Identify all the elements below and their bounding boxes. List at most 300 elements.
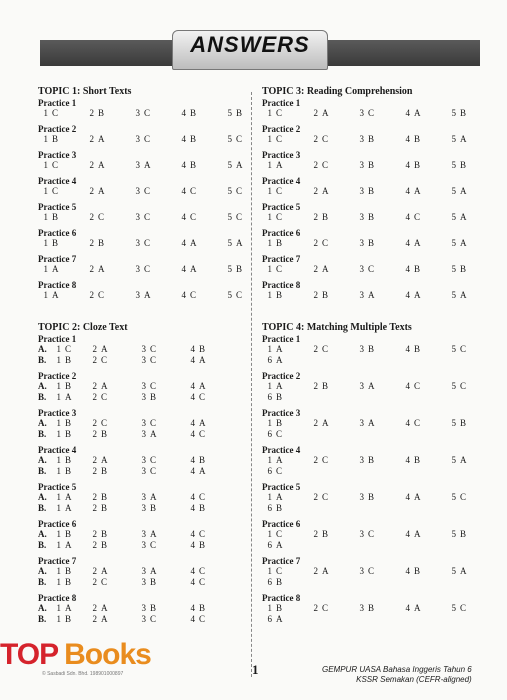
question-number: 4 [181,160,186,170]
answer-letter: B [101,492,108,502]
answer-item [308,264,354,275]
answer-letter: C [460,381,467,391]
answer-letter: C [150,455,157,465]
watermark-top: TOP [0,638,59,671]
question-number: 3 [141,344,146,354]
answer-letter: C [322,603,329,613]
answer-item [308,108,354,119]
answer-letter: A [276,381,283,391]
topic-2-practices [38,334,254,625]
question-number: 5 [227,264,232,274]
question-number: 5 [451,455,456,465]
practice-block [262,202,478,223]
question-number: 1 [267,264,272,274]
answer-item [400,381,446,392]
practice-label: Practice 4 [262,445,301,455]
answer-item [400,290,446,301]
answer-item [87,381,136,392]
question-number: 4 [190,492,195,502]
answer-row [38,108,254,119]
topic-4-practices [262,334,478,625]
question-number: 1 [267,108,272,118]
practice-block [262,519,478,551]
question-number: 4 [405,290,410,300]
question-number: 3 [135,186,140,196]
question-number: 1 [56,455,61,465]
question-number: 1 [43,186,48,196]
section-prefix: A. [38,603,47,613]
answer-item [87,429,136,440]
section-prefix: B. [38,466,47,476]
practice-block [262,228,478,249]
answer-letter: A [276,614,283,624]
answer-letter: B [98,108,105,118]
question-number: 3 [141,529,146,539]
practice-block [262,124,478,145]
answer-row [38,503,254,514]
answer-item [185,355,234,366]
answer-item [130,108,176,119]
question-number: 2 [313,108,318,118]
answer-letter: B [199,455,206,465]
practice-label: Practice 3 [262,150,301,160]
answer-letter: B [322,529,329,539]
practice-block [262,593,478,625]
answer-letter: C [199,492,206,502]
answer-letter: B [276,603,283,613]
answer-letter: B [65,455,72,465]
question-number: 2 [92,355,97,365]
question-number: 1 [267,186,272,196]
answer-letter: A [199,381,206,391]
practice-label: Practice 1 [262,98,301,108]
practice-block [262,371,478,403]
answer-row [38,186,254,197]
question-number: 4 [405,134,410,144]
practice-block [38,556,254,588]
answer-item [308,418,354,429]
question-number: 3 [359,238,364,248]
answer-item [136,529,185,540]
answer-letter: B [276,577,283,587]
answer-letter: A [460,290,467,300]
answer-item [262,238,308,249]
answer-item [185,429,234,440]
question-number: 1 [56,344,61,354]
section-prefix: A. [38,381,47,391]
answer-letter: B [368,238,375,248]
answer-row [38,466,254,477]
question-number: 6 [267,392,272,402]
answer-letter: B [52,134,59,144]
section-prefix: A. [38,566,47,576]
answer-letter: A [414,108,421,118]
answer-letter: B [199,503,206,513]
answer-item [262,355,284,366]
answer-letter: B [190,134,197,144]
question-number: 3 [135,264,140,274]
answer-item [84,108,130,119]
answer-letter: C [98,290,105,300]
answer-item [446,212,468,223]
question-number: 3 [141,577,146,587]
question-number: 3 [359,264,364,274]
practice-block [38,445,254,477]
answer-letter: A [144,290,151,300]
answer-letter: C [101,418,108,428]
answer-letter: A [101,344,108,354]
question-number: 3 [141,392,146,402]
question-number: 4 [190,603,195,613]
question-number: 3 [135,134,140,144]
question-number: 2 [313,238,318,248]
answer-item [136,603,185,614]
answer-letter: A [276,344,283,354]
answer-letter: B [460,108,467,118]
question-number: 4 [405,418,410,428]
answer-item [38,186,84,197]
answer-item [84,264,130,275]
answer-letter: A [65,540,72,550]
answer-row [262,529,478,540]
practice-label: Practice 3 [38,150,77,160]
answer-item [87,455,136,466]
answer-letter: A [276,355,283,365]
answer-item [136,577,185,588]
question-number: 6 [267,577,272,587]
answer-letter: C [414,418,421,428]
answer-letter: A [144,160,151,170]
question-number: 4 [181,264,186,274]
answer-row [38,455,254,466]
answer-letter: C [190,186,197,196]
answer-item [87,355,136,366]
answer-item [446,381,468,392]
question-number: 3 [141,381,146,391]
question-number: 2 [92,577,97,587]
question-number: 2 [92,529,97,539]
question-number: 4 [190,503,195,513]
question-number: 5 [227,238,232,248]
answer-row [38,529,254,540]
practice-block [38,202,254,223]
answer-letter: A [150,429,157,439]
answer-item [38,566,87,577]
question-number: 2 [313,455,318,465]
answer-item [400,566,446,577]
answer-row [38,212,254,223]
answer-letter: C [65,344,72,354]
answer-item [308,455,354,466]
answer-item [136,429,185,440]
answer-letter: C [236,134,243,144]
answer-item [38,381,87,392]
question-number: 2 [92,503,97,513]
answer-letter: C [199,392,206,402]
question-number: 3 [359,492,364,502]
answer-letter: B [65,577,72,587]
answer-row [38,566,254,577]
answer-letter: B [236,264,243,274]
question-number: 5 [451,529,456,539]
question-number: 2 [313,418,318,428]
section-prefix: B. [38,429,47,439]
answer-letter: A [460,212,467,222]
practice-label: Practice 8 [38,593,77,603]
practice-block [38,280,254,301]
answer-item [262,540,284,551]
question-number: 5 [227,186,232,196]
answer-letter: C [150,381,157,391]
answer-letter: B [65,614,72,624]
question-number: 3 [359,160,364,170]
answer-row [38,492,254,503]
answer-row [262,212,478,223]
question-number: 4 [190,577,195,587]
question-number: 3 [135,108,140,118]
answer-item [185,344,234,355]
question-number: 4 [190,466,195,476]
question-number: 4 [405,186,410,196]
question-number: 4 [190,355,195,365]
answer-letter: C [414,381,421,391]
answer-item [136,566,185,577]
answer-letter: A [150,492,157,502]
answer-row [262,344,478,355]
answer-letter: A [414,186,421,196]
answer-item [130,212,176,223]
answer-item [262,566,308,577]
answer-item [222,212,244,223]
answer-letter: C [144,108,151,118]
question-number: 5 [227,108,232,118]
answer-row [262,418,478,429]
question-number: 2 [89,134,94,144]
answer-letter: C [276,108,283,118]
answer-letter: C [150,418,157,428]
answer-item [136,344,185,355]
answer-letter: B [236,108,243,118]
question-number: 1 [267,160,272,170]
answer-item [262,134,308,145]
answer-item [136,614,185,625]
practice-block [262,445,478,477]
answer-item [136,455,185,466]
section-prefix: B. [38,392,47,402]
answer-item [354,603,400,614]
answer-letter: C [101,577,108,587]
answer-item [446,108,468,119]
question-number: 1 [267,492,272,502]
answer-row [262,466,478,477]
answer-item [262,108,308,119]
practice-block [262,482,478,514]
answer-letter: A [101,566,108,576]
question-number: 3 [141,566,146,576]
answer-letter: C [460,603,467,613]
section-prefix: A. [38,418,47,428]
practice-label: Practice 2 [262,124,301,134]
answer-item [87,466,136,477]
page-number: 1 [252,662,259,677]
answer-letter: B [52,238,59,248]
answer-letter: A [98,264,105,274]
answer-letter: A [276,492,283,502]
answer-item [136,392,185,403]
practice-block [38,254,254,275]
question-number: 3 [359,290,364,300]
answer-row [262,429,478,440]
question-number: 2 [313,344,318,354]
question-number: 3 [141,614,146,624]
question-number: 3 [141,492,146,502]
answer-item [38,290,84,301]
question-number: 2 [89,264,94,274]
practice-label: Practice 8 [38,280,77,290]
practice-block [38,593,254,625]
question-number: 3 [359,212,364,222]
answer-letter: A [52,290,59,300]
answer-letter: B [276,503,283,513]
section-prefix: B. [38,614,47,624]
question-number: 1 [267,290,272,300]
answer-letter: C [236,290,243,300]
answer-letter: C [144,264,151,274]
answer-item [400,160,446,171]
question-number: 1 [43,290,48,300]
answer-item [84,212,130,223]
question-number: 2 [92,381,97,391]
answer-item [130,238,176,249]
answer-item [87,577,136,588]
answer-item [38,529,87,540]
answer-item [185,614,234,625]
section-prefix: B. [38,503,47,513]
answer-item [308,603,354,614]
practice-label: Practice 7 [262,254,301,264]
answer-item [308,529,354,540]
question-number: 6 [267,355,272,365]
answer-row [262,614,478,625]
answer-letter: A [460,455,467,465]
practice-block [38,334,254,366]
answer-letter: B [150,503,157,513]
answer-item [136,381,185,392]
answer-letter: A [199,418,206,428]
answer-letter: A [101,603,108,613]
answer-letter: B [460,529,467,539]
answer-item [446,455,468,466]
answer-item [87,344,136,355]
question-number: 2 [313,264,318,274]
topic-1-practices [38,98,254,301]
answer-item [262,392,284,403]
answer-letter: B [460,160,467,170]
right-column [262,86,478,630]
question-number: 3 [359,603,364,613]
answer-item [38,429,87,440]
question-number: 4 [190,381,195,391]
question-number: 5 [451,566,456,576]
answer-item [136,466,185,477]
answer-letter: B [322,381,329,391]
answer-item [136,355,185,366]
answer-row [38,603,254,614]
practice-label: Practice 2 [262,371,301,381]
answer-letter: C [236,212,243,222]
question-number: 3 [359,381,364,391]
answer-letter: A [414,529,421,539]
answer-letter: C [150,466,157,476]
question-number: 1 [267,212,272,222]
answer-letter: B [276,392,283,402]
answer-letter: A [276,455,283,465]
question-number: 2 [92,344,97,354]
answer-letter: A [150,566,157,576]
answer-letter: B [460,264,467,274]
answer-letter: C [199,614,206,624]
answer-item [400,134,446,145]
practice-label: Practice 1 [38,334,77,344]
answer-item [38,134,84,145]
question-number: 4 [181,186,186,196]
question-number: 1 [56,492,61,502]
answer-letter: B [322,290,329,300]
answer-letter: C [150,614,157,624]
practice-block [262,254,478,275]
question-number: 4 [405,529,410,539]
answer-letter: B [52,212,59,222]
question-number: 2 [92,392,97,402]
question-number: 4 [405,160,410,170]
answer-item [354,492,400,503]
answer-letter: B [65,429,72,439]
answer-item [130,186,176,197]
answer-item [38,344,87,355]
question-number: 4 [190,392,195,402]
answer-item [262,466,284,477]
question-number: 4 [190,614,195,624]
answer-letter: A [150,529,157,539]
question-number: 1 [56,429,61,439]
question-number: 1 [43,212,48,222]
question-number: 5 [451,264,456,274]
answer-item [222,160,244,171]
answer-item [262,290,308,301]
question-number: 1 [56,603,61,613]
question-number: 1 [56,418,61,428]
question-number: 1 [267,455,272,465]
question-number: 3 [359,134,364,144]
answer-item [262,264,308,275]
answer-letter: B [368,603,375,613]
question-number: 1 [267,529,272,539]
question-number: 3 [359,566,364,576]
practice-block [38,482,254,514]
answer-item [176,134,222,145]
answer-item [87,540,136,551]
answer-letter: A [460,186,467,196]
question-number: 4 [181,108,186,118]
answer-row [38,290,254,301]
answer-item [262,186,308,197]
question-number: 1 [267,566,272,576]
question-number: 4 [190,418,195,428]
question-number: 4 [405,238,410,248]
practice-block [262,334,478,366]
answer-letter: B [276,290,283,300]
answer-letter: A [236,238,243,248]
